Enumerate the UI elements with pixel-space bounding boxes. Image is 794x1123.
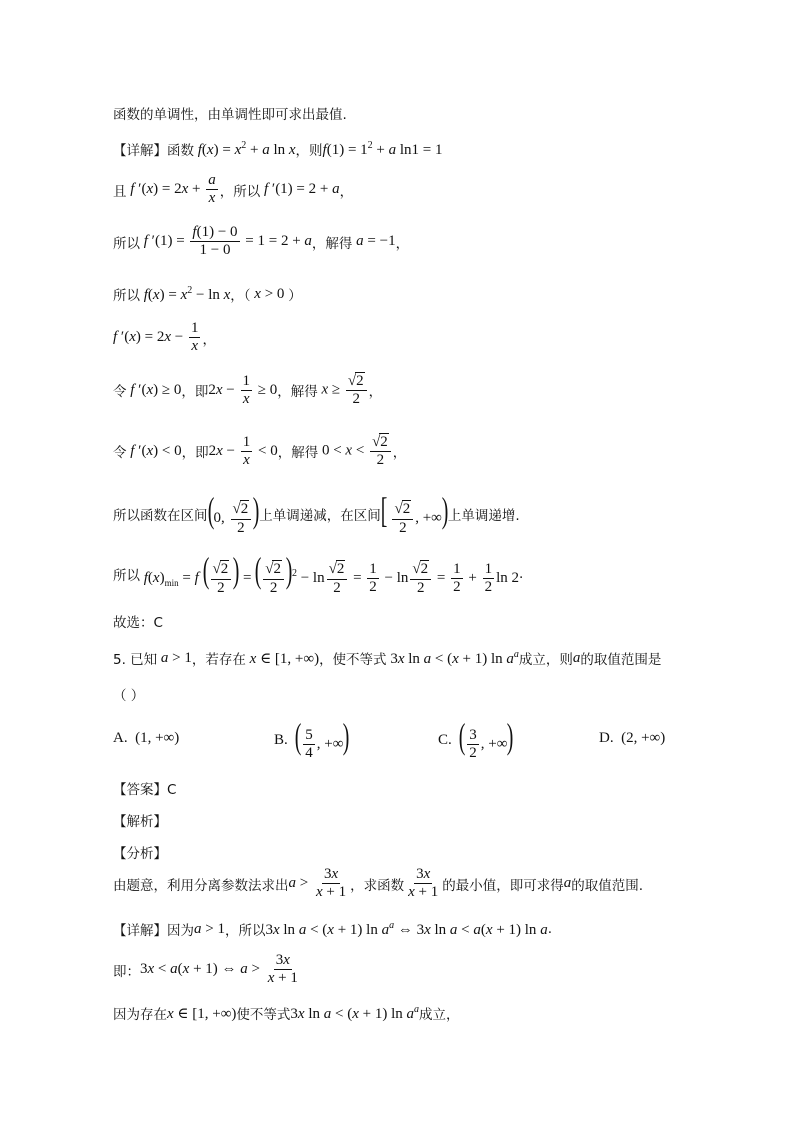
decreasing-cond-line: 令 f ′(x) < 0 ，即 2x − $\frac{1}{x}$ < 0 ，解得 0 < x < √ 2 2 ， bbox=[113, 433, 407, 469]
answer-line bbox=[113, 778, 734, 798]
formula-minimum: $f(x)_{min} = f$ ( √ 2 2 ) = ( √ 2 2 )$^2$ − ln √ 2 2 = $\frac{1}{2}$ − ln √ 2 2 = $\frac{1}{2}$ + $\frac{1}{2}$ ln 2 bbox=[143, 550, 520, 596]
minimum-line: 所以 $f(x)_{min} = f$ ( √ 2 2 ) = ( √ 2 2 )$^2$ − ln √ 2 2 = $\frac{1}{2}$ − ln √ 2 2 = $\frac{1}{2}$ + $\frac{1}{2}$ ln 2 . bbox=[113, 550, 524, 596]
answer-text: 【答案】C bbox=[113, 782, 177, 798]
formula-inequality: 3x ln a < (x + 1) $\ln a^a$ bbox=[386, 648, 519, 667]
option-c[interactable]: C. ( $\frac{3}{2}$ , +∞) bbox=[438, 716, 514, 762]
formula-fprime-final: f ′(x) = 2x − $\frac{1}{x}$ bbox=[113, 320, 199, 355]
solution-step-3: 即： 3x < a(x + 1) ⇔ a > $\frac{3x}{x + 1}$ bbox=[113, 952, 298, 987]
option-b[interactable]: B. ( $\frac{5}{4}$ , +∞) bbox=[274, 716, 350, 762]
formula-fprime: f ′(x) = 2x + $\frac{a}{x}$ bbox=[130, 172, 216, 207]
slope-line: 所以 f ′(1) = $\frac{f(1) - 0}{1 - 0}$ = 1 = 2 + a ，解得 a = −1 ， bbox=[113, 224, 410, 259]
formula-a-value: a = −1 bbox=[356, 233, 396, 250]
formula-slope: f ′(1) = $\frac{f(1) - 0}{1 - 0}$ = 1 = 2 + a bbox=[143, 224, 312, 259]
solution-step-2: 【详解】 因为 a > 1 ，所以 3x ln a < (x + 1) $\ln a^a$ ⇔ 3x ln a < a(x + 1) ln a . bbox=[113, 919, 552, 939]
option-d[interactable]: D. (2, +∞) bbox=[599, 730, 666, 746]
formula-f: $f(x) = x^2 + a$ ln x bbox=[197, 139, 296, 158]
fenxi-line bbox=[113, 842, 734, 862]
question-5-line: 5. 已知 a > 1 ，若存在 x ∈ [1, +∞) ，使不等式 3x ln a < (x + 1) $\ln a^a$ 成立，则 a 的取值范围是 bbox=[113, 648, 662, 668]
fprime-line: f ′(x) = 2x − $\frac{1}{x}$ ， bbox=[113, 320, 216, 355]
derivative-line: 且 f ′(x) = 2x + $\frac{a}{x}$ ， 所以 f ′(1) = 2 + a ， bbox=[113, 172, 354, 207]
increasing-cond-line: 令 f ′(x) ≥ 0 ，即 2x − $\frac{1}{x}$ ≥ 0 ，解得 x ≥ √ 2 2 ， bbox=[113, 372, 383, 408]
question-5-number: 5. 已知 bbox=[113, 652, 158, 668]
analysis-line bbox=[113, 810, 734, 830]
choose-text: 故选：C bbox=[113, 615, 163, 631]
formula-fprime1: f ′(1) = 2 + a bbox=[263, 181, 340, 198]
formula-f1: $f(1) = 1^2 + a$ ln1 = 1 bbox=[322, 139, 443, 158]
solution-step-4: 因为存在 x ∈ [1, +∞) 使不等式 3x ln a < (x + 1) $\ln a^a$ 成立， bbox=[113, 1003, 460, 1023]
fenxi-label: 【分析】 bbox=[113, 846, 167, 862]
intro-text: 函数的单调性，由单调性即可求出最值. bbox=[113, 107, 347, 123]
monotonic-line: 所以函数在区间 (0, √ 2 2 ) 上单调递减，在区间 [ √ 2 2 , +∞) 上单调递增. bbox=[113, 490, 520, 536]
intro-line bbox=[113, 103, 734, 123]
function-line: 所以 $f(x) = x^2 - \ln x$ ，（ x > 0 ） bbox=[113, 284, 302, 304]
analysis-label: 【解析】 bbox=[113, 814, 167, 830]
detail-line: 【详解】 函数 $f(x) = x^2 + a$ ln x ，则 $f(1) = 1^2 + a$ ln1 = 1 bbox=[113, 139, 443, 159]
option-a[interactable]: A. (1, +∞) bbox=[113, 730, 180, 746]
question-5-paren: （ ） bbox=[113, 688, 145, 704]
choose-line bbox=[113, 611, 734, 631]
solution-step-1: 由题意，利用分离参数法求出 a > $\frac{3x}{x + 1}$ ，求函数 $\frac{3x}{x + 1}$ 的最小值，即可求得 a 的取值范围. bbox=[113, 866, 644, 901]
formula-f-final: $f(x) = x^2 - \ln x$ bbox=[143, 284, 231, 303]
detail-label-2: 【详解】 bbox=[113, 923, 167, 939]
detail-label: 【详解】 bbox=[113, 143, 167, 159]
